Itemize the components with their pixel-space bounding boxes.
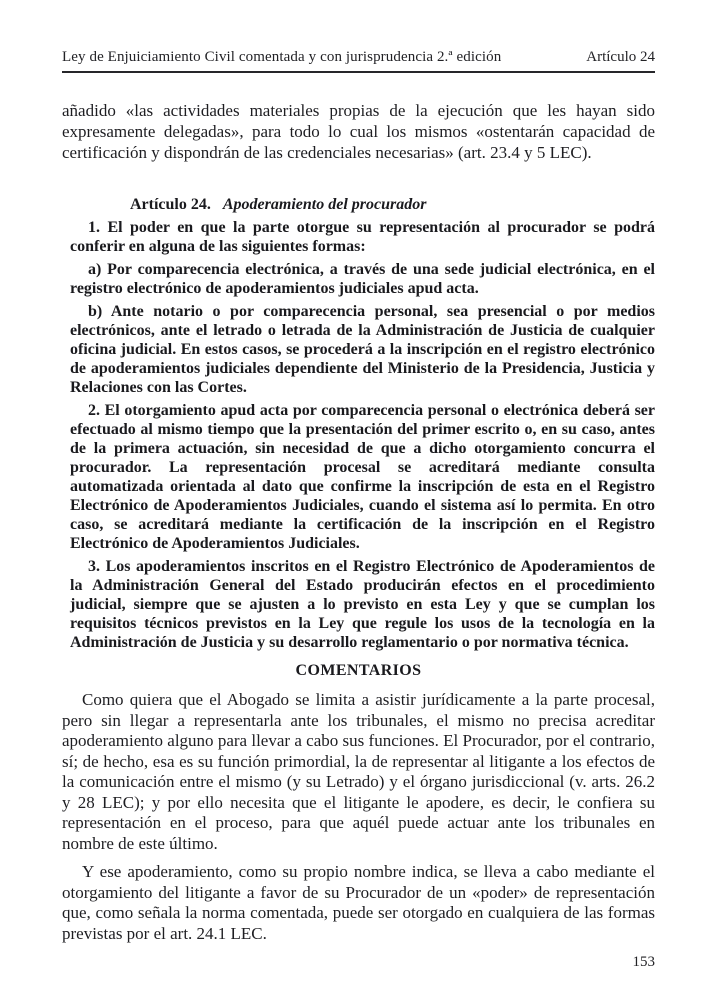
article-title: Apoderamiento del procurador — [222, 196, 427, 213]
comment-paragraph-1: Como quiera que el Abogado se limita a asistir jurídicamente a la parte procesal, pero sin llegar a representarla ante los tribunales, el mismo no precisa acreditar apoderamiento alguno para llevar a cabo sus funciones. El Procurador, por el contrario, sí; de hecho, esa es su función primordial, la de representar al litigante a los efectos de la comunicación entre el mismo (y su Letrado) y el órgano jurisdiccional (v. arts. 26.2 y 28 LEC); y por ello necesita que el litigante le apodere, es decir, le confiera su representación en el proceso, para que aquél puede actuar ante los tribunales en nombre de este último. — [62, 690, 655, 853]
page-number: 153 — [632, 954, 655, 970]
header-article-reference: Artículo 24 — [586, 49, 655, 65]
article-24-statute-block — [62, 195, 655, 652]
article-paragraph-1a: a) Por comparecencia electrónica, a través de una sede judicial electrónica, en el registro electrónico de apoderamientos judiciales apud acta. — [70, 261, 655, 297]
comment-paragraph-2: Y ese apoderamiento, como su propio nombre indica, se lleva a cabo mediante el otorgamiento del litigante a favor de su Procurador de un «poder» de representación que, como señala la norma comentada, puede ser otorgado en cualquiera de las formas previstas por el art. 24.1 LEC. — [62, 862, 655, 943]
article-heading — [70, 195, 655, 214]
article-paragraph-1b: b) Ante notario o por comparecencia personal, sea presencial o por medios electrónicos, ante el letrado o letrada de la Administración de Justicia de cualquier oficina judicial. En estos casos, se procederá a la inscripción en el registro electrónico de apoderamientos judiciales dependiente del Ministerio de la Presidencia, Justicia y Relaciones con las Cortes. — [70, 303, 655, 396]
article-paragraph-3: 3. Los apoderamientos inscritos en el Registro Electrónico de Apoderamientos de la Administración General del Estado producirán efectos en el procedimiento judicial, siempre que se ajusten a lo previsto en esta Ley y que se cumplan los requisitos técnicos previstos en la Ley que regule los usos de la tecnología en la Administración de Justicia y su desarrollo reglamentario o por normativa técnica. — [70, 558, 655, 651]
article-number-label: Artículo 24. — [130, 196, 211, 213]
running-header — [62, 48, 655, 73]
article-paragraph-1: 1. El poder en que la parte otorgue su representación al procurador se podrá conferir en alguna de las siguientes formas: — [70, 219, 655, 255]
header-book-title: Ley de Enjuiciamiento Civil comentada y con jurisprudencia 2.ª edición — [62, 49, 502, 65]
intro-paragraph: añadido «las actividades materiales propias de la ejecución que les hayan sido expresamente delegadas», para todo lo cual los mismos «ostentarán capacidad de certificación y dispondrán de las credenciales necesarias» (art. 23.4 y 5 LEC). — [62, 101, 655, 162]
comentarios-heading: COMENTARIOS — [295, 662, 422, 679]
article-paragraph-2: 2. El otorgamiento apud acta por comparecencia personal o electrónica deberá ser efectuado al mismo tiempo que la presentación del primer escrito o, en su caso, antes de la primera actuación, sin necesidad de que a dicho otorgamiento concurra el procurador. La representación procesal se acreditará mediante consulta automatizada orientada al dato que confirme la inscripción de esta en el Registro Electrónico de Apoderamientos Judiciales, cuando el sistema así lo permita. En otro caso, se acreditará mediante la certificación de la inscripción en el Registro Electrónico de Apoderamientos Judiciales. — [70, 402, 655, 552]
page-footer — [62, 954, 655, 971]
